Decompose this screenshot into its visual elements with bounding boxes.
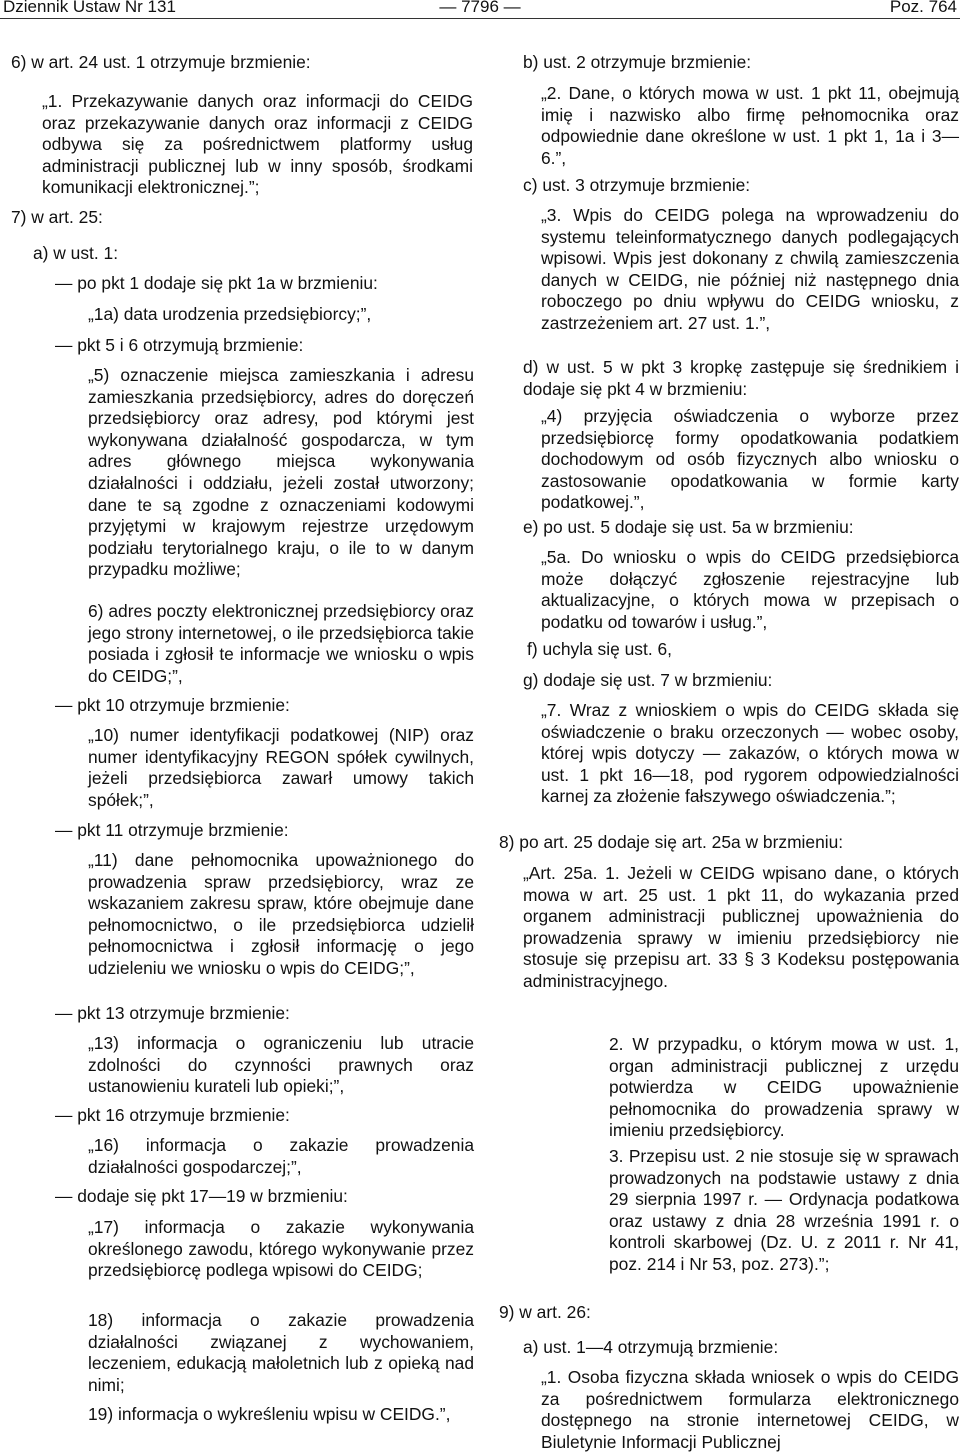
dash-1: — po pkt 1 dodaje się pkt 1a w brzmieniu: [55, 273, 378, 293]
ust-3: „3. Wpis do CEIDG polega na wprowadzeniu do systemu teleinformatycznego danych podlegających wpisowi. Wpis jest dokonany z chwilą zamieszczenia danych w CEIDG, nie później niż następnego dnia roboczego po dniu wpływu do CEIDG wniosku, z zastrzeżeniem art. 27 ust. 1.”, [541, 205, 959, 333]
item-7d: d) w ust. 5 w pkt 3 kropkę zastępuje się średnikiem i dodaje się pkt 4 w brzmieniu: [523, 357, 959, 399]
art-25a-ust-1: „Art. 25a. 1. Jeżeli w CEIDG wpisano dane, o których mowa w art. 25 ust. 1 pkt 11, do wykazania przed organem administracji publicznej upoważnienia do prowadzenia sprawy w imieniu przedsiębiorcy nie stosuje się przepisu art. 33 § 3 Kodeksu postępowania administracyjnego. [523, 863, 959, 991]
item-7a [33, 243, 118, 265]
dash-3: — pkt 10 otrzymuje brzmienie: [55, 695, 290, 715]
item-7c: c) ust. 3 otrzymuje brzmienie: [523, 175, 751, 195]
header-rule [0, 18, 960, 19]
item-7: 7) w art. 25: [11, 207, 103, 227]
pkt-5: „5) oznaczenie miejsca zamieszkania i adresu zamieszkania przedsiębiorcy, adres do doręczeń przedsiębiorcy oraz adresy, pod którymi jest wykonywana działalność gospodarcza, w tym adres głównego miejsca wykonywania działalności i oddziału, jeżeli został utworzony; dane te są zgodne z oznaczeniami kodowymi przyjętymi w krajowym rejestrze urzędowym podziału terytorialnego kraju, o ile to w danym przypadku możliwe; [88, 365, 474, 580]
journal-title: Dziennik Ustaw Nr 131 [3, 0, 176, 16]
item-7g: g) dodaje się ust. 7 w brzmieniu: [523, 670, 773, 690]
position-number: Poz. 764 [889, 0, 957, 16]
page-number: — 7796 — [439, 0, 521, 16]
item-7a-label: a) w ust. 1: [33, 243, 119, 263]
dash-6: — pkt 16 otrzymuje brzmienie: [55, 1105, 290, 1125]
pkt-18: 18) informacja o zakazie prowadzenia działalności związanej z wychowaniem, leczeniem, edukacją małoletnich lub z opieką nad nimi; [88, 1310, 474, 1395]
pkt-10: „10) numer identyfikacji podatkowej (NIP) oraz numer identyfikacyjny REGON spółek cywilnych, jeżeli przedsiębiorca zawarł umowy takich spółek;”, [88, 725, 474, 810]
art-25a-ust-3: 3. Przepisu ust. 2 nie stosuje się w sprawach prowadzonych na podstawie ustawy z dnia 29 sierpnia 1997 r. — Ordynacja podatkowa oraz ustawy z dnia 28 września 1991 r. o kontroli skarbowej (Dz. U. z 2011 r. Nr 41, poz. 214 i Nr 53, poz. 273).”; [609, 1146, 959, 1274]
pkt-4: „4) przyjęcia oświadczenia o wyborze przez przedsiębiorcę formy opodatkowania podatkiem dochodowym od osób fizycznych albo wniosku o zastosowanie opodatkowania w formie karty podatkowej.”, [541, 406, 959, 513]
item-9a: a) ust. 1—4 otrzymują brzmienie: [523, 1337, 779, 1357]
ust-7: „7. Wraz z wnioskiem o wpis do CEIDG składa się oświadczenie o braku orzeczonych — wobec osoby, której wpis dotyczy — zakazów, o których mowa w ust. 1 pkt 16—18, pod rygorem odpowiedzialności karnej za złożenie fałszywego oświadczenia.”; [541, 700, 959, 807]
pkt-16: „16) informacja o zakazie prowadzenia działalności gospodarczej;”, [88, 1135, 474, 1177]
page-header [0, 0, 960, 18]
pkt-11: „11) dane pełnomocnika upoważnionego do prowadzenia spraw przedsiębiorcy, wraz ze wskazaniem zakresu spraw, które obejmuje dane pełnomocnictwo, o ile przedsiębiorca udzielił pełnomocnictwa i zgłosił informację o jego udzieleniu we wniosku o wpis do CEIDG;”, [88, 850, 474, 978]
pkt-1a: „1a) data urodzenia przedsiębiorcy;”, [88, 304, 372, 324]
dash-7: — dodaje się pkt 17—19 w brzmieniu: [55, 1186, 348, 1206]
item-7f: f) uchyla się ust. 6, [527, 639, 672, 659]
item-8: 8) po art. 25 dodaje się art. 25a w brzmieniu: [499, 832, 844, 852]
pkt-17: „17) informacja o zakazie wykonywania określonego zawodu, którego wykonywanie przez przedsiębiorcę podlega wpisowi do CEIDG; [88, 1217, 474, 1281]
pkt-6: 6) adres poczty elektronicznej przedsiębiorcy oraz jego strony internetowej, o ile przedsiębiorca takie posiada i zgłosił te informacje we wniosku o wpis do CEIDG;”, [88, 601, 474, 686]
item-9: 9) w art. 26: [499, 1302, 591, 1322]
ust-2: „2. Dane, o których mowa w ust. 1 pkt 11, obejmują imię i nazwisko albo firmę pełnomocnika oraz odpowiednie dane określone w ust. 1 pkt 1, 1a i 3—6.”, [541, 83, 959, 168]
item-7b: b) ust. 2 otrzymuje brzmienie: [523, 52, 752, 72]
item-6: 6) w art. 24 ust. 1 otrzymuje brzmienie: [11, 52, 311, 72]
dash-2: — pkt 5 i 6 otrzymują brzmienie: [55, 335, 304, 355]
item-7e: e) po ust. 5 dodaje się ust. 5a w brzmieniu: [523, 517, 854, 537]
dash-4: — pkt 11 otrzymuje brzmienie: [55, 820, 289, 840]
ust-5a: „5a. Do wniosku o wpis do CEIDG przedsiębiorca może dołączyć zgłoszenie rejestracyjne lub aktualizacyjne, o których mowa w przepisach o podatku od towarów i usług.”, [541, 547, 959, 632]
pkt-13: „13) informacja o ograniczeniu lub utracie zdolności do czynności prawnych oraz ustanowieniu kurateli lub opieki;”, [88, 1033, 474, 1097]
item-6-text: „1. Przekazywanie danych oraz informacji do CEIDG oraz przekazywanie danych oraz informacji z CEIDG odbywa się za pośrednictwem platformy usług administracji publicznej lub w inny sposób, środkami komunikacji elektronicznej.”; [42, 91, 473, 198]
art-26-ust-1: „1. Osoba fizyczna składa wniosek o wpis do CEIDG za pośrednictwem formularza elektronicznego dostępnego na stronie internetowej CEIDG, w Biuletynie Informacji Publicznej [541, 1367, 959, 1452]
art-25a-ust-2: 2. W przypadku, o którym mowa w ust. 1, organ administracji publicznej z urzędu potwierdza w CEIDG upoważnienie pełnomocnika do prowadzenia sprawy w imieniu przedsiębiorcy. [609, 1034, 959, 1141]
dash-5: — pkt 13 otrzymuje brzmienie: [55, 1003, 290, 1023]
pkt-19: 19) informacja o wykreśleniu wpisu w CEIDG.”, [88, 1404, 451, 1424]
